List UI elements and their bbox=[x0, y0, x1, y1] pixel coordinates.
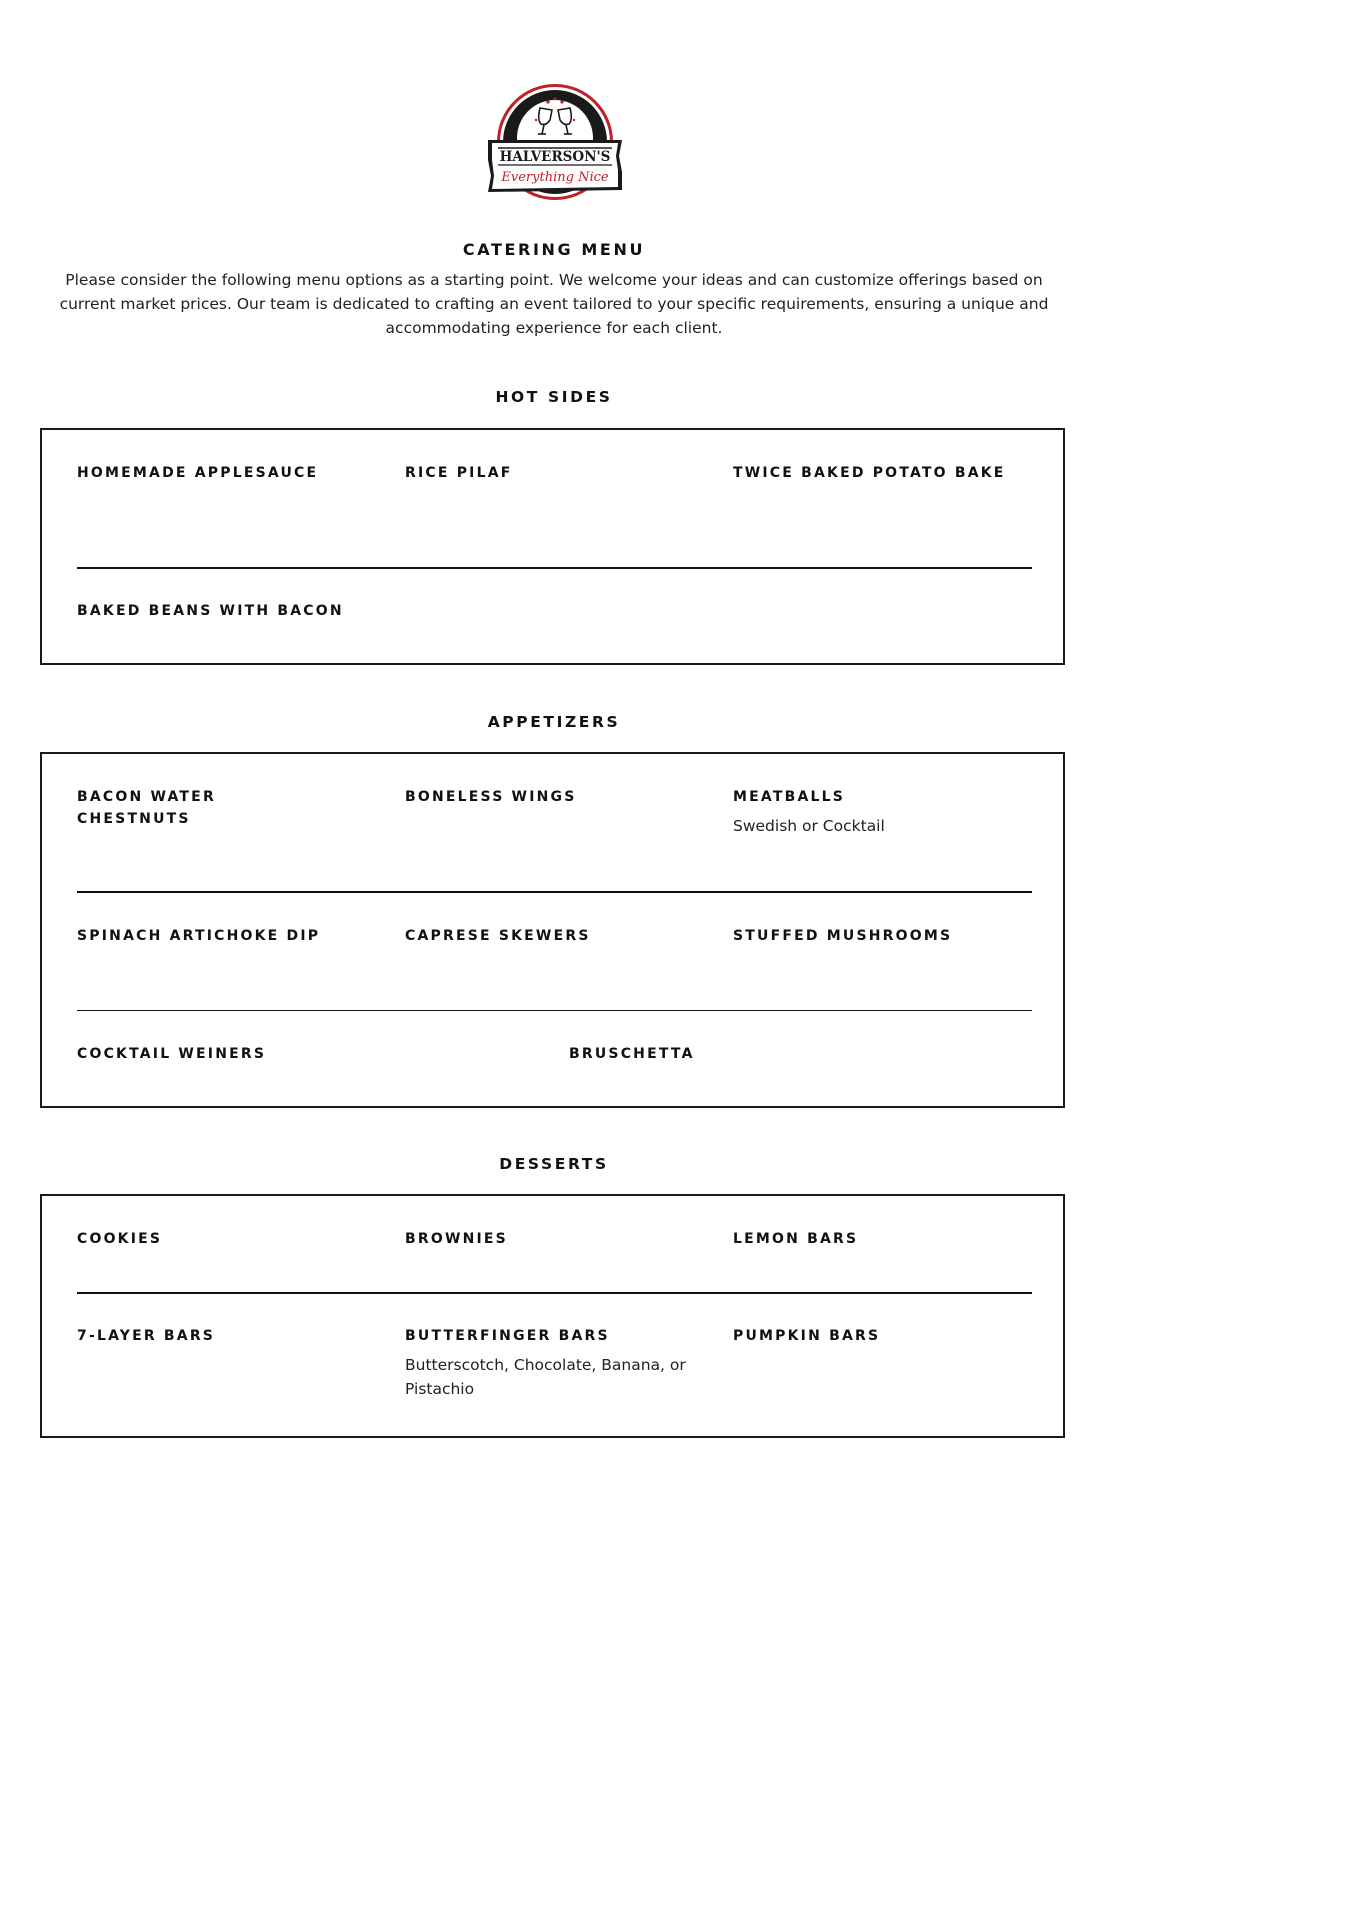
item-name: MEATBALLS bbox=[733, 789, 846, 805]
section-title-appetizers: APPETIZERS bbox=[487, 713, 621, 731]
item-name: STUFFED MUSHROOMS bbox=[733, 928, 953, 944]
menu-item bbox=[733, 925, 1023, 947]
menu-item bbox=[77, 1325, 387, 1347]
menu-item bbox=[405, 786, 715, 808]
desserts-box bbox=[40, 1194, 1065, 1438]
menu-item bbox=[405, 1325, 715, 1401]
item-description: Swedish or Cocktail bbox=[733, 817, 885, 835]
section-title-desserts: DESSERTS bbox=[499, 1155, 609, 1173]
logo-wordmark: HALVERSON'S bbox=[499, 149, 611, 165]
menu-item bbox=[733, 1325, 1023, 1347]
menu-item bbox=[733, 462, 1023, 484]
item-name: BUTTERFINGER BARS bbox=[405, 1328, 610, 1344]
item-name: PUMPKIN BARS bbox=[733, 1328, 881, 1344]
row-divider bbox=[77, 891, 1032, 893]
menu-item bbox=[77, 925, 387, 947]
menu-item bbox=[569, 1043, 879, 1065]
item-name: BACON WATER CHESTNUTS bbox=[77, 789, 216, 827]
menu-item bbox=[77, 1043, 387, 1065]
logo-script: Everything Nice bbox=[501, 170, 609, 185]
halversons-logo bbox=[482, 80, 628, 206]
section-title-hot-sides: HOT SIDES bbox=[495, 388, 613, 406]
item-name: CAPRESE SKEWERS bbox=[405, 928, 591, 944]
menu-item bbox=[77, 600, 477, 622]
menu-item bbox=[405, 1228, 715, 1250]
item-name: HOMEMADE APPLESAUCE bbox=[77, 465, 319, 481]
item-name: LEMON BARS bbox=[733, 1231, 859, 1247]
menu-item bbox=[77, 462, 387, 484]
menu-item bbox=[77, 1228, 387, 1250]
item-name: BRUSCHETTA bbox=[569, 1046, 695, 1062]
intro-paragraph: Please consider the following menu options as a starting point. We welcome your ideas and can customize offerings based on current market prices. Our team is dedicated to crafting an event tailored to your specific requirements, ensuring a unique and accommodating experience for each client. bbox=[59, 271, 1049, 337]
hot-sides-box bbox=[40, 428, 1065, 665]
row-divider bbox=[77, 567, 1032, 569]
row-divider bbox=[77, 1010, 1032, 1011]
menu-item bbox=[77, 786, 387, 830]
item-name: 7-LAYER BARS bbox=[77, 1328, 216, 1344]
item-name: BONELESS WINGS bbox=[405, 789, 577, 805]
menu-item bbox=[733, 1228, 1023, 1250]
item-name: TWICE BAKED POTATO BAKE bbox=[733, 465, 1006, 481]
item-name: COOKIES bbox=[77, 1231, 163, 1247]
menu-item bbox=[733, 786, 1023, 838]
item-name: COCKTAIL WEINERS bbox=[77, 1046, 267, 1062]
item-name: RICE PILAF bbox=[405, 465, 513, 481]
item-name: SPINACH ARTICHOKE DIP bbox=[77, 928, 321, 944]
menu-item bbox=[405, 925, 715, 947]
page-title: CATERING MENU bbox=[462, 240, 646, 259]
item-description: Butterscotch, Chocolate, Banana, or Pistachio bbox=[405, 1356, 686, 1398]
menu-item bbox=[405, 462, 715, 484]
row-divider bbox=[77, 1292, 1032, 1294]
item-name: BAKED BEANS WITH BACON bbox=[77, 603, 344, 619]
item-name: BROWNIES bbox=[405, 1231, 508, 1247]
appetizers-box bbox=[40, 752, 1065, 1108]
